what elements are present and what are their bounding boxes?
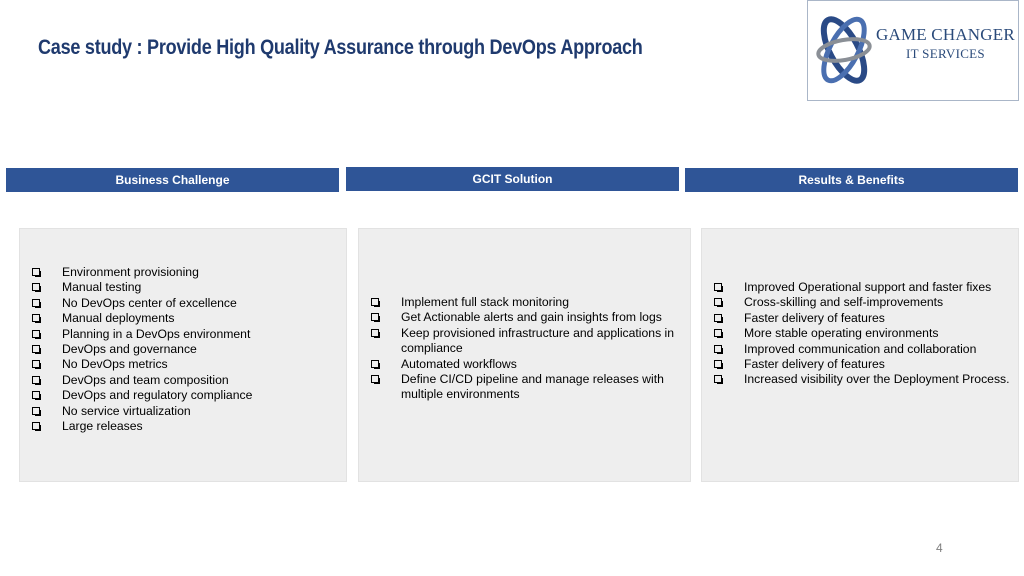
list-item: No DevOps center of excellence — [32, 296, 332, 311]
checkbox-icon — [32, 376, 40, 384]
checkbox-icon — [32, 391, 40, 399]
panel-business-challenge — [19, 228, 347, 482]
list-item: Keep provisioned infrastructure and applications in compliance — [371, 326, 687, 357]
checkbox-icon — [714, 329, 722, 337]
list-item: Improved Operational support and faster fixes — [714, 280, 1016, 295]
header-results-benefits: Results & Benefits — [685, 168, 1018, 192]
list-item: DevOps and regulatory compliance — [32, 388, 332, 403]
checkbox-icon — [371, 375, 379, 383]
results-list — [714, 280, 1016, 388]
checkbox-icon — [32, 283, 40, 291]
list-item: More stable operating environments — [714, 326, 1016, 341]
list-item: Get Actionable alerts and gain insights from logs — [371, 310, 687, 325]
list-item: No DevOps metrics — [32, 357, 332, 372]
list-item: Manual deployments — [32, 311, 332, 326]
header-gcit-solution: GCIT Solution — [346, 167, 679, 191]
checkbox-icon — [714, 375, 722, 383]
checkbox-icon — [714, 345, 722, 353]
checkbox-icon — [32, 345, 40, 353]
checkbox-icon — [32, 422, 40, 430]
panel-results-benefits — [701, 228, 1019, 482]
challenge-list — [32, 265, 332, 434]
solution-list — [371, 295, 687, 403]
checkbox-icon — [371, 360, 379, 368]
logo-text-line1: GAME CHANGER — [876, 25, 1015, 44]
checkbox-icon — [32, 268, 40, 276]
page-title: Case study : Provide High Quality Assurance through DevOps Approach — [38, 36, 643, 59]
list-item: Faster delivery of features — [714, 357, 1016, 372]
checkbox-icon — [32, 314, 40, 322]
list-item: Faster delivery of features — [714, 311, 1016, 326]
list-item: Improved communication and collaboration — [714, 342, 1016, 357]
checkbox-icon — [714, 314, 722, 322]
header-business-challenge: Business Challenge — [6, 168, 339, 192]
list-item: Automated workflows — [371, 357, 687, 372]
list-item: DevOps and governance — [32, 342, 332, 357]
list-item: No service virtualization — [32, 404, 332, 419]
checkbox-icon — [32, 299, 40, 307]
list-item: Environment provisioning — [32, 265, 332, 280]
list-item: Planning in a DevOps environment — [32, 327, 332, 342]
list-item: Implement full stack monitoring — [371, 295, 687, 310]
checkbox-icon — [32, 360, 40, 368]
checkbox-icon — [714, 283, 722, 291]
checkbox-icon — [714, 298, 722, 306]
list-item: DevOps and team composition — [32, 373, 332, 388]
list-item: Increased visibility over the Deployment Process. — [714, 372, 1016, 387]
list-item: Cross-skilling and self-improvements — [714, 295, 1016, 310]
checkbox-icon — [371, 329, 379, 337]
list-item: Large releases — [32, 419, 332, 434]
checkbox-icon — [32, 330, 40, 338]
checkbox-icon — [714, 360, 722, 368]
checkbox-icon — [371, 313, 379, 321]
logo-text-line2: IT SERVICES — [906, 46, 985, 61]
list-item: Define CI/CD pipeline and manage releases with multiple environments — [371, 372, 687, 403]
checkbox-icon — [32, 407, 40, 415]
panel-gcit-solution — [358, 228, 691, 482]
page-number: 4 — [936, 541, 943, 555]
checkbox-icon — [371, 298, 379, 306]
company-logo — [807, 0, 1019, 101]
list-item: Manual testing — [32, 280, 332, 295]
logo-rings-icon — [812, 9, 876, 91]
